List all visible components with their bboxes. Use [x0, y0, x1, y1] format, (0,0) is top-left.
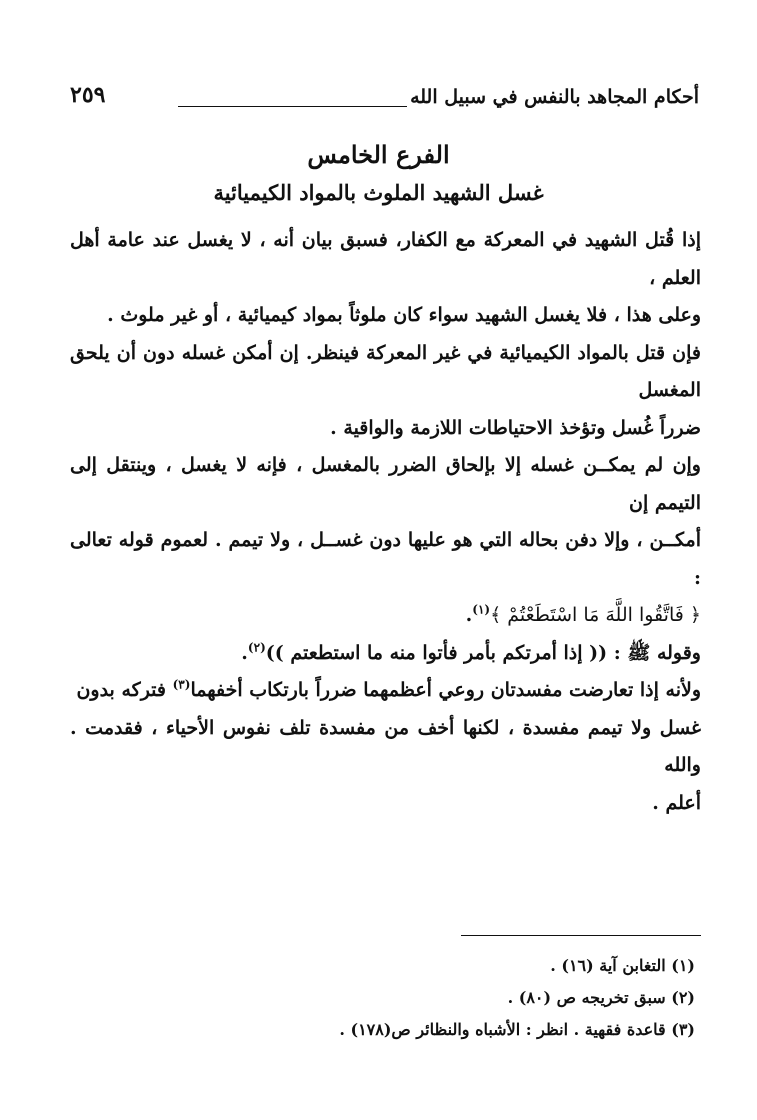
footnote-ref-1: (١) — [472, 602, 491, 617]
paragraph-3-line-1: وإن لم يمكــن غسله إلا بإلحاق الضرر بالمغسل ، فإنه لا يغسل ، وينتقل إلى التيمم إن — [70, 454, 701, 514]
paragraph-2-line-1: فإن قتل بالمواد الكيميائية في غير المعركة فينظر. إن أمكن غسله دون أن يلحق المغسل — [70, 341, 701, 401]
paragraph-1-line-2: وعلى هذا ، فلا يغسل الشهيد سواء كان ملوثاً بمواد كيميائية ، أو غير ملوث . — [107, 304, 701, 326]
running-title: أحكام المجاهد بالنفس في سبيل الله — [410, 86, 699, 108]
paragraph-3-line-2: أمكــن ، وإلا دفن بحاله التي هو عليها دون غســل ، ولا تيمم . لعموم قوله تعالى : — [70, 529, 701, 589]
paragraph-5-part-a: ولأنه إذا تعارضت مفسدتان روعي أعظمهما ضرراً بارتكاب أخفهما — [190, 679, 701, 701]
paragraph-2-line-2: ضرراً غُسل وتؤخذ الاحتياطات اللازمة والواقية . — [330, 416, 701, 439]
paragraph-5-part-b: فتركه بدون — [76, 679, 173, 701]
page-number: ٢٥٩ — [70, 82, 106, 108]
verse-end: . — [465, 604, 473, 626]
paragraph-1-line-1: إذا قُتل الشهيد في المعركة مع الكفار، فسبق بيان أنه ، لا يغسل عند عامة أهل العلم ، — [70, 229, 701, 289]
paragraph-5-line-3: أعلم . — [652, 791, 701, 814]
footnote-3: (٣) قاعدة فقهية . انظر : الأشباه والنظائر ص(١٧٨) . — [339, 1020, 695, 1039]
footnote-2: (٢) سبق تخريجه ص (٨٠) . — [507, 988, 695, 1007]
paragraph-5-line-1 — [70, 672, 701, 710]
section-title: الفرع الخامس — [307, 140, 450, 169]
hadith-end: . — [241, 641, 248, 664]
footnotes — [70, 950, 695, 1046]
header-rule — [178, 106, 407, 107]
hadith-text: وقوله ﷺ : (( إذا أمرتكم بأمر فأتوا منه ما استطعتم )) — [265, 641, 701, 664]
paragraph-4 — [70, 635, 701, 673]
quran-verse: ﴿ فَاتَّقُوا اللَّهَ مَا اسْتَطَعْتُمْ ﴾ — [490, 604, 701, 626]
paragraph-3-line-3 — [70, 597, 701, 635]
footnote-separator — [461, 935, 701, 936]
section-subtitle: غسل الشهيد الملوث بالمواد الكيميائية — [213, 180, 544, 205]
paragraph-5-line-2: غسل ولا تيمم مفسدة ، لكنها أخف من مفسدة تلف نفوس الأحياء ، فقدمت . والله — [70, 716, 701, 776]
footnote-ref-3: (٣) — [172, 677, 191, 692]
footnote-ref-2: (٢) — [247, 640, 266, 655]
footnote-1: (١) التغابن آية (١٦) . — [550, 956, 695, 975]
page-header — [70, 82, 699, 118]
body-text — [70, 222, 701, 822]
